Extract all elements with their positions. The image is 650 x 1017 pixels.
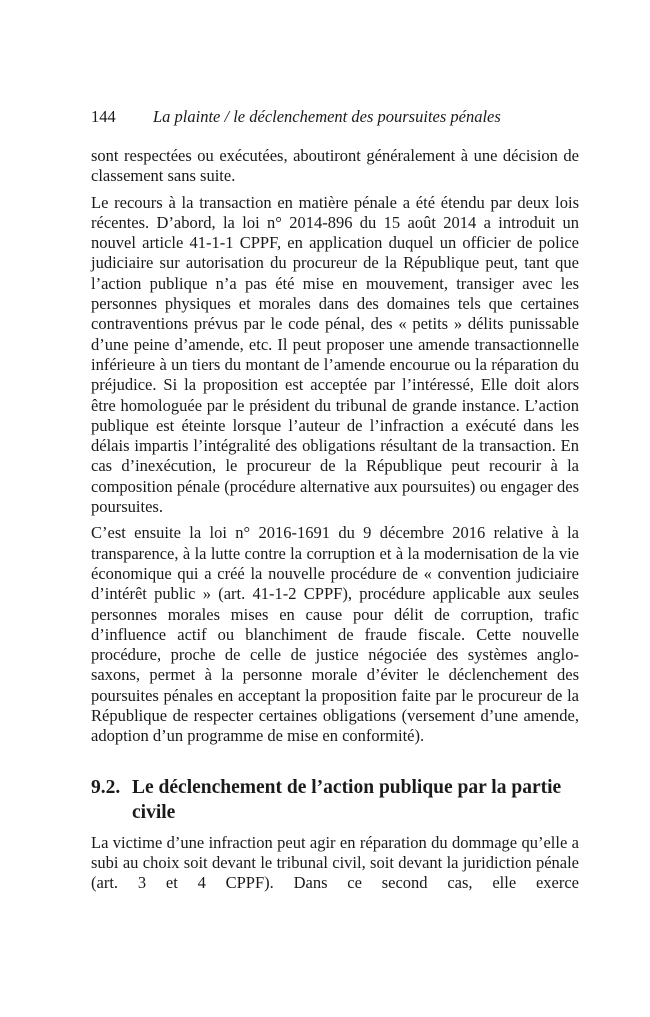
page-number: 144 — [91, 107, 116, 126]
section-number: 9.2. — [91, 776, 121, 798]
paragraph-convention-judiciaire: C’est ensuite la loi n° 2016-1691 du 9 décembre 2016 relative à la transparence, à la lutte contre la corruption et à la modernisation de la vie économique qui a créé la nouvelle procédure de « convention judiciaire d’intérêt public » (art. 41-1-2 CPPF), procédure applicable aux seules personnes morales mises en cause pour délit de corruption, trafic d’influence actif ou blanchiment de fraude fiscale. Cette nouvelle procédure, proche de celle de justice négociée des systèmes anglo-saxons, permet à la personne morale d’éviter le déclenchement des poursuites pénales en acceptant la proposition faite par le procureur de la République de respecter certaines obligations (versement d’une amende, adoption d’un programme de mise en conformité). — [91, 523, 579, 746]
running-header — [91, 106, 579, 128]
section-heading — [91, 775, 579, 825]
paragraph-partie-civile: La victime d’une infraction peut agir en réparation du dommage qu’elle a subi au choix soit devant le tribunal civil, soit devant la juridiction pénale (art. 3 et 4 CPPF). Dans ce second cas, elle exerce — [91, 832, 579, 893]
section-title: Le déclenchement de l’action publique par la partie civile — [132, 776, 562, 823]
book-page — [91, 106, 579, 900]
paragraph-transaction-penale: Le recours à la transaction en matière pénale a été étendu par deux lois récentes. D’abord, la loi n° 2014-896 du 15 août 2014 a introduit un nouvel article 41-1-1 CPPF, en application duquel un officier de police judiciaire sur autorisation du procureur de la République peut, tant que l’action publique n’a pas été mise en mouvement, transiger avec les personnes physiques et morales dans des domaines tels que certaines contraventions prévus par le code pénal, des « petits » délits punissable d’une peine d’amende, etc. Il peut proposer une amende transactionnelle inférieure à un tiers du montant de l’amende encourue ou la réparation du préjudice. Si la proposition est acceptée par l’intéressé, Elle doit alors être homologuée par le président du tribunal de grande instance. L’action publique est éteinte lorsque l’auteur de l’infraction a exécuté dans les délais impartis l’intégralité des obligations résultant de la transaction. En cas d’inexécution, le procureur de la République peut recourir à la composition pénale (procédure alternative aux poursuites) ou engager des poursuites. — [91, 192, 579, 517]
running-title: La plainte / le déclenchement des poursuites pénales — [153, 107, 501, 126]
paragraph-continuation: sont respectées ou exécutées, aboutiront généralement à une décision de classement sans suite. — [91, 146, 579, 186]
